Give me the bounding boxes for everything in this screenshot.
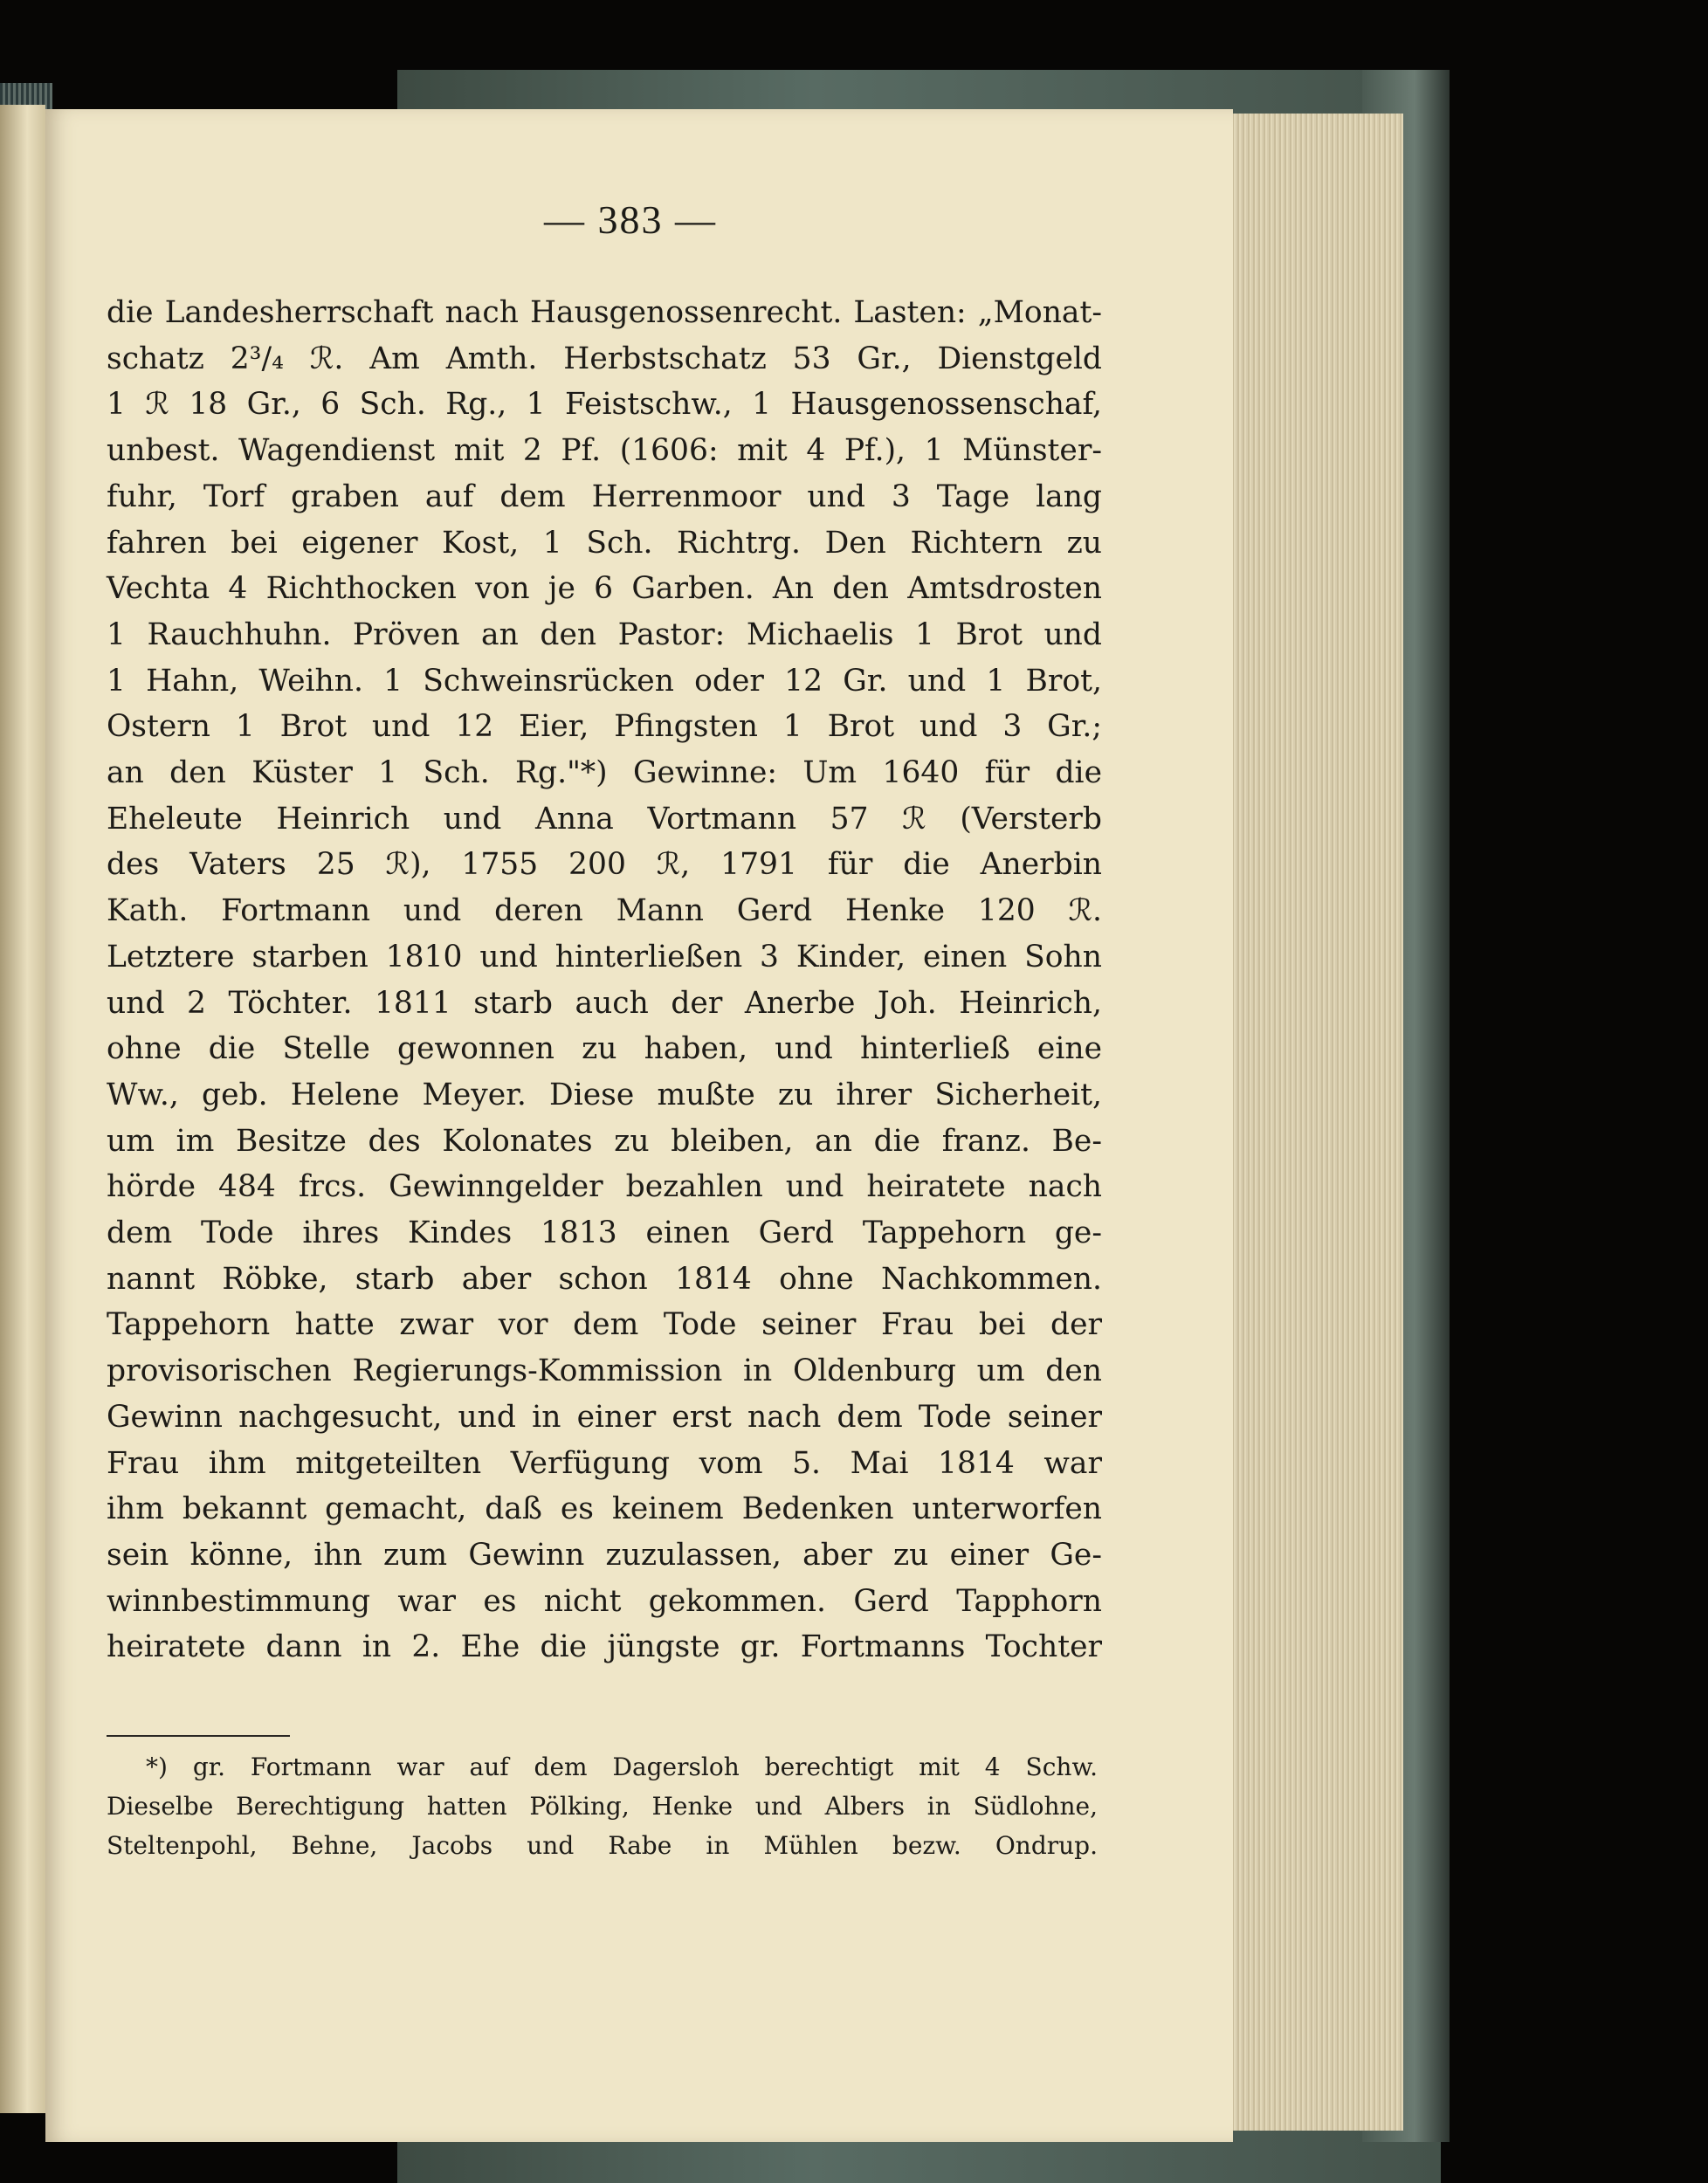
previous-page [0, 105, 45, 2113]
footnote-line: *) gr. Fortmann war auf dem Dagersloh berechtigt mit 4 Schw. [146, 1753, 1098, 1781]
text-line: und 2 Töchter. 1811 starb auch der Anerbe Joh. Heinrich, [107, 985, 1102, 1021]
footnote-rule [107, 1735, 290, 1737]
text-line: 1 ℛ 18 Gr., 6 Sch. Rg., 1 Feistschw., 1 Hausgenossenschaf, [107, 387, 1102, 423]
footnote-line: Dieselbe Berechtigung hatten Pölking, Henke und Albers in Südlohne, [107, 1792, 1098, 1821]
text-line: 1 Hahn, Weihn. 1 Schweinsrücken oder 12 Gr. und 1 Brot, [107, 663, 1102, 699]
text-line: heiratete dann in 2. Ehe die jüngste gr. Fortmanns Tochter [107, 1629, 1102, 1665]
text-line: fuhr, Torf graben auf dem Herrenmoor und 3 Tage lang [107, 479, 1102, 514]
text-line: um im Besitze des Kolonates zu bleiben, an die franz. Be- [107, 1123, 1102, 1159]
page-stack-edge [1218, 114, 1403, 2131]
text-line: dem Tode ihres Kindes 1813 einen Gerd Tappehorn ge- [107, 1215, 1102, 1250]
text-line: Gewinn nachgesucht, und in einer erst nach dem Tode seiner [107, 1399, 1102, 1435]
text-line: winnbestimmung war es nicht gekommen. Gerd Tapphorn [107, 1583, 1102, 1619]
text-line: unbest. Wagendienst mit 2 Pf. (1606: mit 4 Pf.), 1 Münster- [107, 433, 1102, 469]
text-line: fahren bei eigener Kost, 1 Sch. Richtrg. Den Richtern zu [107, 525, 1102, 561]
text-line: 1 Rauchhuhn. Pröven an den Pastor: Michaelis 1 Brot und [107, 616, 1102, 652]
text-line: Vechta 4 Richthocken von je 6 Garben. An den Amtsdrosten [107, 571, 1102, 607]
text-line: schatz 2³/₄ ℛ. Am Amth. Herbstschatz 53 Gr., Dienstgeld [107, 341, 1102, 376]
text-line: Kath. Fortmann und deren Mann Gerd Henke 120 ℛ. [107, 893, 1102, 929]
text-line: Ww., geb. Helene Meyer. Diese mußte zu ihrer Sicherheit, [107, 1077, 1102, 1112]
text-line: Frau ihm mitgeteilten Verfügung vom 5. Mai 1814 war [107, 1445, 1102, 1481]
text-line: nannt Röbke, starb aber schon 1814 ohne Nachkommen. [107, 1261, 1102, 1297]
text-line: die Landesherrschaft nach Hausgenossenrecht. Lasten: „Monat- [107, 295, 1102, 330]
text-line: provisorischen Regierungs-Kommission in Oldenburg um den [107, 1353, 1102, 1389]
text-line: Ostern 1 Brot und 12 Eier, Pfingsten 1 Brot und 3 Gr.; [107, 709, 1102, 745]
book-page [45, 109, 1233, 2142]
text-line: Tappehorn hatte zwar vor dem Tode seiner Frau bei der [107, 1307, 1102, 1343]
text-line: sein könne, ihn zum Gewinn zuzulassen, aber zu einer Ge- [107, 1537, 1102, 1573]
text-line: hörde 484 frcs. Gewinngelder bezahlen und heiratete nach [107, 1169, 1102, 1205]
page-number: — 383 — [544, 197, 717, 242]
text-line: ohne die Stelle gewonnen zu haben, und hinterließ eine [107, 1031, 1102, 1067]
text-line: an den Küster 1 Sch. Rg."*) Gewinne: Um 1640 für die [107, 755, 1102, 790]
footnote-line: Steltenpohl, Behne, Jacobs und Rabe in Mühlen bezw. Ondrup. [107, 1831, 1098, 1860]
text-line: des Vaters 25 ℛ), 1755 200 ℛ, 1791 für die Anerbin [107, 847, 1102, 883]
text-line: Eheleute Heinrich und Anna Vortmann 57 ℛ (Versterb [107, 801, 1102, 837]
text-line: Letztere starben 1810 und hinterließen 3 Kinder, einen Sohn [107, 939, 1102, 974]
text-line: ihm bekannt gemacht, daß es keinem Bedenken unterworfen [107, 1491, 1102, 1527]
